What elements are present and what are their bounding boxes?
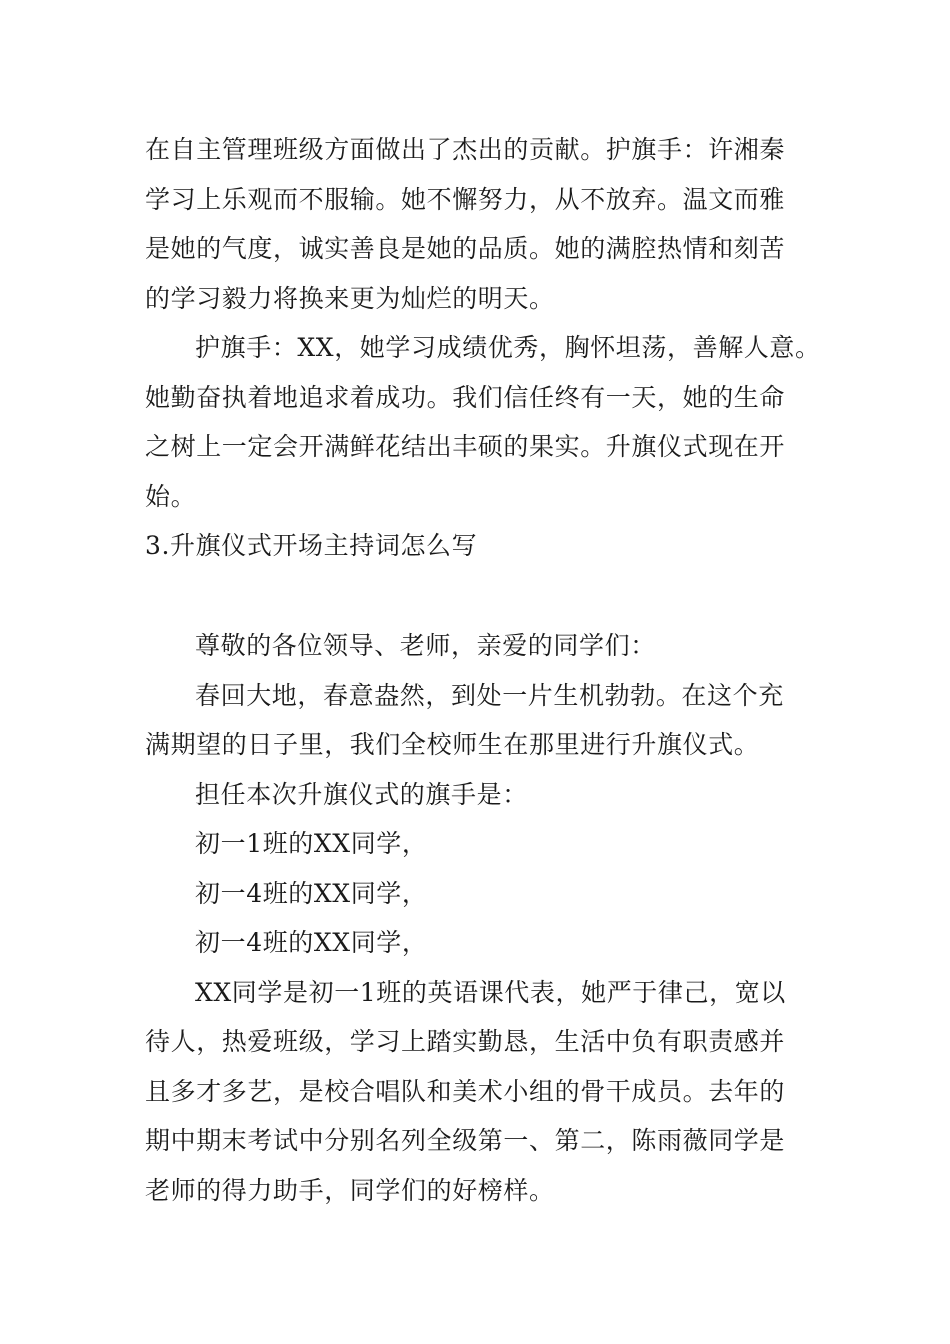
text-line: 的学习毅力将换来更为灿烂的明天。 [145, 283, 555, 313]
text-line: 她勤奋执着地追求着成功。我们信任终有一天，她的生命 [145, 382, 786, 412]
text-line: 满期望的日子里，我们全校师生在那里进行升旗仪式。 [145, 730, 760, 759]
text-line: 始。 [145, 481, 197, 511]
text-line: 初一1班的XX同学， [195, 829, 428, 858]
text-line: 初一4班的XX同学， [195, 928, 428, 957]
text-line: 且多才多艺，是校合唱队和美术小组的骨干成员。去年的 [145, 1076, 786, 1106]
text-line: 期中期末考试中分别名列全级第一、第二，陈雨薇同学是 [145, 1126, 786, 1155]
text-line: 待人，热爱班级，学习上踏实勤恳，生活中负有职责感并 [145, 1027, 786, 1056]
section-heading: 3.升旗仪式开场主持词怎么写 [145, 531, 478, 560]
text-line: 在自主管理班级方面做出了杰出的贡献。护旗手：许湘秦 [145, 135, 786, 164]
text-line: 初一4班的XX同学， [195, 878, 428, 908]
text-line: 老师的得力助手，同学们的好榜样。 [145, 1175, 555, 1205]
text-line: 护旗手：XX，她学习成绩优秀，胸怀坦荡，善解人意。 [195, 333, 821, 362]
text-line: 春回大地，春意盎然，到处一片生机勃勃。在这个充 [195, 680, 784, 710]
blank-line [145, 571, 825, 621]
document-body [145, 125, 825, 1215]
text-line: 学习上乐观而不服输。她不懈努力，从不放弃。温文而雅 [145, 184, 786, 214]
text-line: 尊敬的各位领导、老师，亲爱的同学们： [195, 631, 656, 660]
text-line: 是她的气度，诚实善良是她的品质。她的满腔热情和刻苦 [145, 234, 786, 263]
text-line: 担任本次升旗仪式的旗手是： [195, 779, 528, 809]
text-line: XX同学是初一1班的英语课代表，她严于律己，宽以 [195, 977, 786, 1007]
text-line: 之树上一定会开满鲜花结出丰硕的果实。升旗仪式现在开 [145, 432, 786, 461]
